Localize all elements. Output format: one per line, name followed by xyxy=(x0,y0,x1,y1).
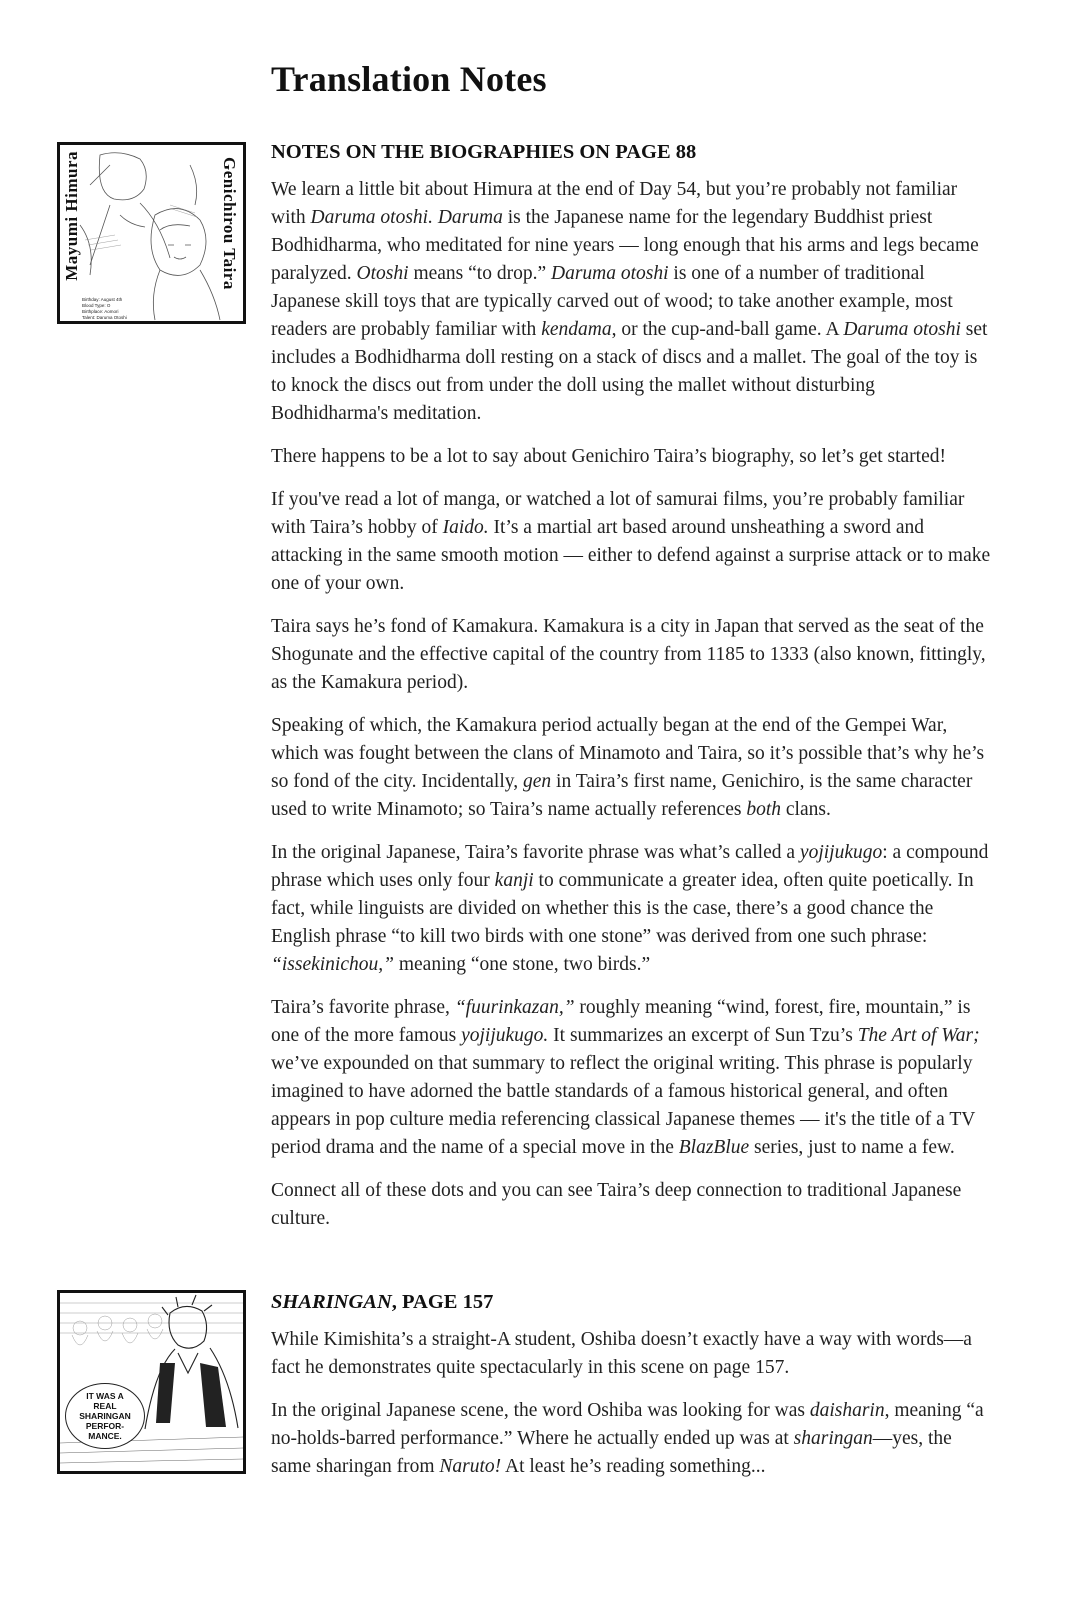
section-heading: NOTES ON THE BIOGRAPHIES ON PAGE 88 xyxy=(271,141,697,163)
note-paragraph: Connect all of these dots and you can see Taira’s deep connection to traditional Japanese culture. xyxy=(271,1180,962,1229)
note-paragraph: In the original Japanese, Taira’s favorite phrase was what’s called a yojijukugo: a compound phrase which uses only four kanji to communicate a greater idea, often quite poetically. In fact, while linguists are divided on whether this is the case, there’s a good chance the English phrase “to kill two birds with one stone” was derived from one such phrase: “issekinichou,” meaning “one stone, two birds.” xyxy=(271,842,989,975)
manga-sketch-illustration xyxy=(60,145,243,321)
character-bio-details: Birthday: August 4th Blood Type: O Birthplace: Aomori Talent: Daruma Otoshi xyxy=(82,297,127,320)
note-paragraph: If you've read a lot of manga, or watched a lot of samurai films, you’re probably familiar with Taira’s hobby of Iaido. It’s a martial art based around unsheathing a sword and attacking in the same smooth motion — either to defend against a surprise attack or to make one of your own. xyxy=(271,489,991,594)
sharingan-note-section xyxy=(271,1288,991,1496)
note-paragraph: Speaking of which, the Kamakura period actually began at the end of the Gempei War, which was fought between the clans of Minamoto and Taira, so it’s possible that’s why he’s so fond of the city. Incidentally, gen in Taira’s first name, Genichiro, is the same character used to write Minamoto; so Taira’s name actually references both clans. xyxy=(271,715,985,820)
section-heading: SHARINGAN, PAGE 157 xyxy=(271,1291,494,1313)
note-paragraph: We learn a little bit about Himura at the end of Day 54, but you’re probably not familiar with Daruma otoshi. Daruma is the Japanese name for the legendary Buddhist priest Bodhidharma, who meditated for nine years — long enough that his arms and legs became paralyzed. Otoshi means “to drop.” Daruma otoshi is one of a number of traditional Japanese skill toys that are typically carved out of wood; to take another example, most readers are probably familiar with kendama, or the cup-and-ball game. A Daruma otoshi set includes a Bodhidharma doll resting on a stack of discs and a mallet. The goal of the toy is to knock the discs out from under the doll using the mallet without disturbing Bodhidharma's meditation. xyxy=(271,179,988,424)
speech-bubble: IT WAS A REAL SHARINGAN PERFOR-MANCE. xyxy=(65,1383,145,1449)
character-name-taira: Genichirou Taira xyxy=(220,157,239,290)
note-paragraph: In the original Japanese scene, the word Oshiba was looking for was daisharin, meaning “a no-holds-barred performance.” Where he actually ended up was at sharingan—yes, the same sharingan from Naruto! At least he’s reading something... xyxy=(271,1400,984,1477)
note-paragraph: While Kimishita’s a straight-A student, Oshiba doesn’t exactly have a way with words—a fact he demonstrates quite spectacularly in this scene on page 157. xyxy=(271,1329,972,1378)
biographies-notes-section xyxy=(271,138,991,1248)
biography-panel-image xyxy=(57,142,246,324)
note-paragraph: Taira says he’s fond of Kamakura. Kamakura is a city in Japan that served as the seat of the Shogunate and the effective capital of the country from 1185 to 1333 (also known, fittingly, as the Kamakura period). xyxy=(271,616,986,693)
sharingan-panel-image xyxy=(57,1290,246,1474)
note-paragraph: There happens to be a lot to say about Genichiro Taira’s biography, so let’s get started! xyxy=(271,446,946,467)
character-name-himura: Mayumi Himura xyxy=(62,151,81,281)
note-paragraph: Taira’s favorite phrase, “fuurinkazan,” roughly meaning “wind, forest, fire, mountain,” is one of the more famous yojijukugo. It summarizes an excerpt of Sun Tzu’s The Art of War; we’ve expounded on that summary to reflect the original writing. This phrase is popularly imagined to have adorned the battle standards of a famous historical general, and often appears in pop culture media referencing classical Japanese themes — it's the title of a TV period drama and the name of a special move in the BlazBlue series, just to name a few. xyxy=(271,997,980,1158)
page-title: Translation Notes xyxy=(271,59,547,99)
